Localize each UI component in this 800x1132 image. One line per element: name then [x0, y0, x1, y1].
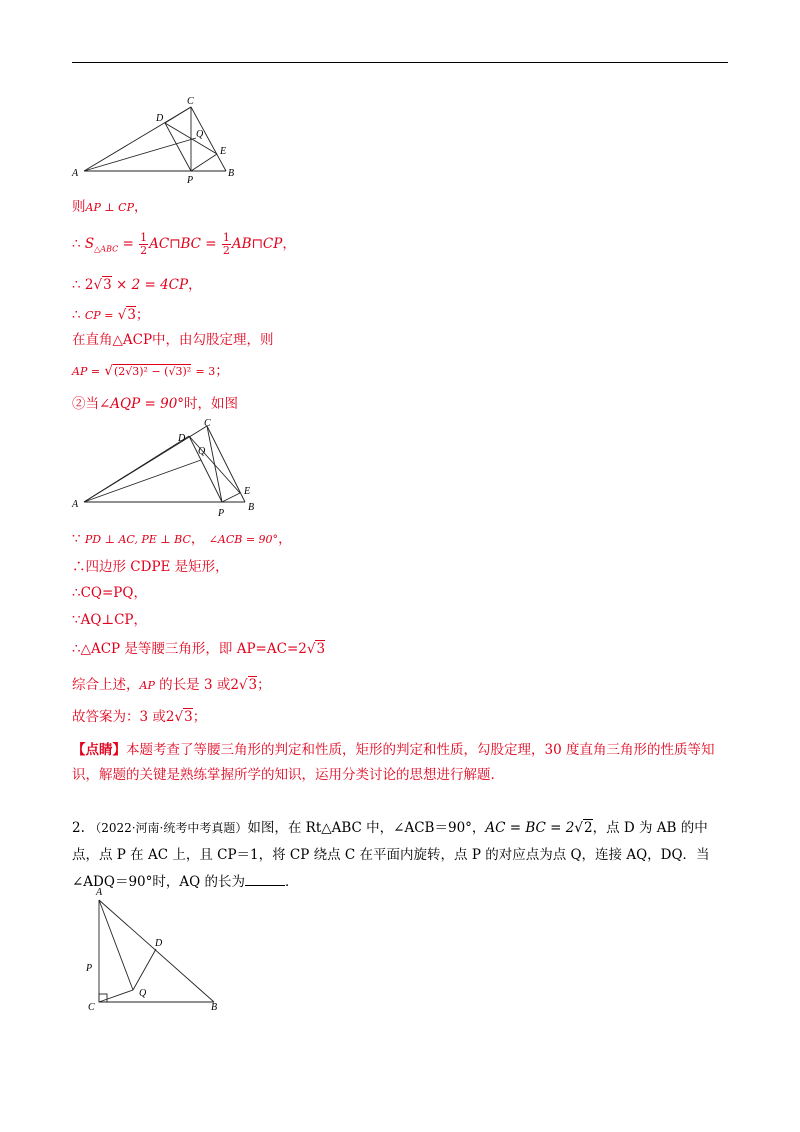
- figure-3: [84, 882, 234, 1014]
- sol-line-11: ∵AQ⊥CP，: [72, 612, 148, 628]
- fig1-label-C: C: [187, 96, 194, 107]
- sol-line-1: 则AP ⊥ CP，: [72, 199, 148, 215]
- sol-line-6: AP = √(2√3)² − (√3)² = 3；: [72, 363, 229, 379]
- figure-1: [70, 92, 245, 184]
- sol-line-5: 在直角△ACP中，由勾股定理，则: [72, 332, 274, 348]
- sol-line-12: ∴△ACP 是等腰三角形，即 AP=AC=2√3: [72, 641, 326, 657]
- sol-line-10: ∴CQ=PQ，: [72, 585, 147, 601]
- fig2-label-A: A: [72, 499, 79, 510]
- fig3-label-B: B: [211, 1002, 218, 1013]
- fig1-label-D: D: [156, 113, 164, 124]
- fig1-label-A: A: [72, 168, 79, 179]
- fig3-label-P: P: [86, 963, 93, 974]
- sol-line-13: 综合上述，AP 的长是 3 或2√3；: [72, 677, 271, 693]
- comment-block: [72, 738, 732, 788]
- comment-text: 本题考查了等腰三角形的判定和性质，矩形的判定和性质，勾股定理，30 度直角三角形的性质等知识，解题的关键是熟练掌握所学的知识，运用分类讨论的思想进行解题.: [72, 742, 715, 783]
- fig2-label-B: B: [248, 502, 255, 513]
- header-rule: [72, 62, 728, 63]
- fig1-label-E: E: [220, 146, 227, 157]
- fig2-label-P: P: [218, 508, 225, 518]
- fig3-label-Q: Q: [139, 988, 147, 999]
- fig3-label-A: A: [96, 887, 103, 898]
- fig3-label-C: C: [88, 1002, 95, 1013]
- sol-line-14: 故答案为：3 或2√3；: [72, 709, 207, 725]
- figure-2: [70, 416, 265, 518]
- answer-blank[interactable]: [245, 871, 285, 886]
- sol-line-2: ∴ $S_{\triangle ABC}$ = $\frac{1}{2}$ AC⊓BC = $\frac{1}{2}$ AB⊓CP，: [72, 231, 296, 257]
- sol-line-7: ②当∠AQP = 90°时，如图: [72, 396, 239, 412]
- problem-2: 2. （2022·河南·统考中考真题）如图，在 Rt△ABC 中，∠ACB＝90°，AC = BC = 2√2，点 D 为 AB 的中点，点 P 在 AC 上，且 CP＝1，将 CP 绕点 C 在平面内旋转，点 P 的对应点为点 Q，连接 AQ，DQ．当∠ADQ＝90°时，AQ 的长为 ．: [72, 820, 710, 890]
- comment-tag: 【点睛】: [72, 742, 126, 758]
- fig2-label-C: C: [204, 418, 211, 429]
- sol-line-3: ∴ 2√3 × 2 = 4CP，: [72, 277, 202, 293]
- fig1-label-B: B: [228, 168, 235, 179]
- fig2-label-Q: Q: [198, 446, 206, 457]
- sol-line-8: ∵ PD ⊥ AC, PE ⊥ BC， ∠ACB = 90°，: [72, 531, 292, 547]
- fig3-label-D: D: [155, 938, 163, 949]
- fig2-label-D: D: [178, 433, 186, 444]
- sol-line-9: ∴四边形 CDPE 是矩形，: [72, 559, 229, 575]
- fig2-label-E: E: [244, 486, 251, 497]
- fig1-label-P: P: [187, 175, 194, 184]
- sol-line-4: ∴ CP = √3；: [72, 307, 150, 323]
- fig1-label-Q: Q: [196, 129, 204, 140]
